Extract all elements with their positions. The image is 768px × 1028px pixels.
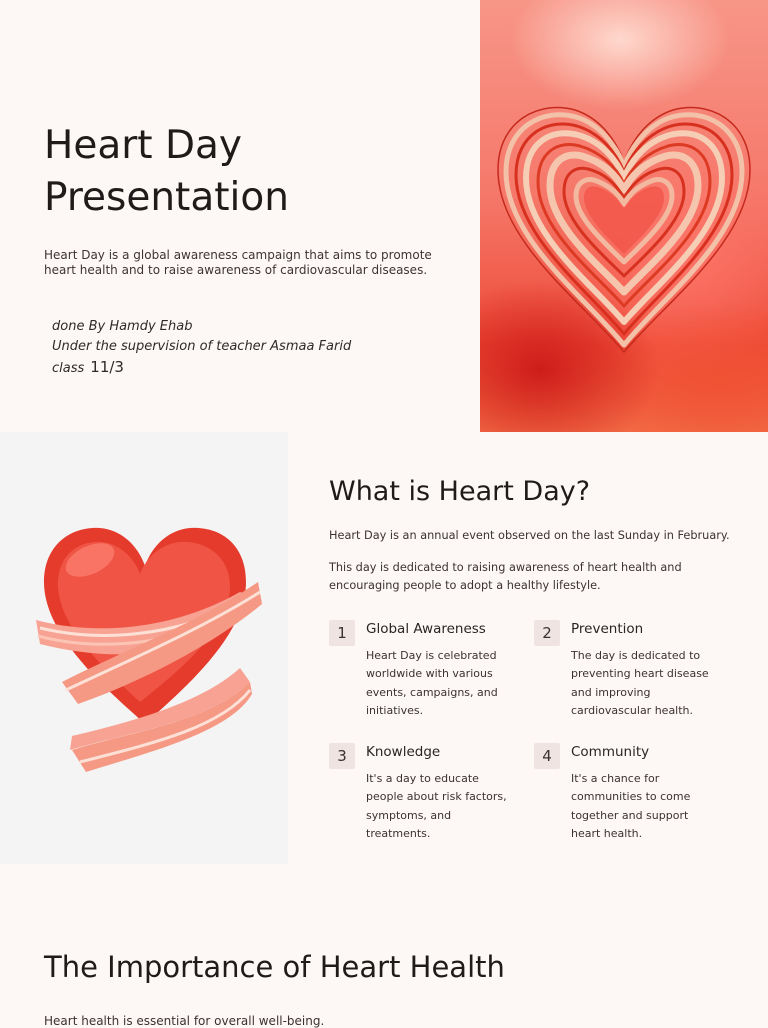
card-body: Heart Day is celebrated worldwide with various events, campaigns, and initiatives. (366, 649, 498, 717)
section-paragraph-2: This day is dedicated to raising awareness of heart health and encouraging people to adopt a healthy lifestyle. (329, 561, 682, 592)
card-title: Community (571, 744, 650, 760)
class-line (52, 357, 432, 379)
layered-heart-image (480, 0, 768, 432)
card-number: 4 (534, 743, 560, 769)
card-body: It's a day to educate people about risk factors, symptoms, and treatments. (366, 772, 507, 840)
importance-slide (0, 864, 768, 1028)
layered-heart-icon (480, 0, 768, 432)
feature-card-prevention (534, 620, 724, 730)
class-label: class (52, 361, 85, 376)
feature-card-community (534, 743, 724, 840)
section-title: What is Heart Day? (329, 476, 591, 507)
presentation-title (44, 120, 444, 224)
title-line-1: Heart Day (44, 123, 242, 168)
card-title: Prevention (571, 621, 644, 637)
card-number: 3 (329, 743, 355, 769)
credit-supervisor: Under the supervision of teacher Asmaa Farid (52, 339, 352, 354)
credits-block (52, 317, 432, 379)
card-number: 2 (534, 620, 560, 646)
title-slide (0, 0, 768, 432)
title-line-2: Presentation (44, 175, 289, 220)
card-title: Global Awareness (366, 621, 486, 637)
importance-paragraph: Heart health is essential for overall well-being. (44, 1014, 325, 1028)
card-body: It's a chance for communities to come together and support heart health. (571, 772, 691, 840)
card-body: The day is dedicated to preventing heart disease and improving cardiovascular health. (571, 649, 709, 717)
card-number: 1 (329, 620, 355, 646)
class-value: 11/3 (90, 358, 124, 376)
credit-author: done By Hamdy Ehab (52, 319, 193, 334)
card-title: Knowledge (366, 744, 441, 760)
what-is-heart-day-slide (0, 432, 768, 864)
feature-card-knowledge (329, 743, 519, 853)
heart-ribbon-image (0, 432, 288, 864)
title-block (44, 120, 444, 224)
section-paragraph-1: Heart Day is an annual event observed on the last Sunday in February. (329, 529, 730, 542)
presentation-description: Heart Day is a global awareness campaign that aims to promote heart health and to raise awareness of cardiovascular diseases. (44, 248, 432, 277)
importance-title: The Importance of Heart Health (44, 950, 505, 984)
heart-ribbon-icon (0, 432, 288, 864)
feature-card-global-awareness (329, 620, 519, 730)
